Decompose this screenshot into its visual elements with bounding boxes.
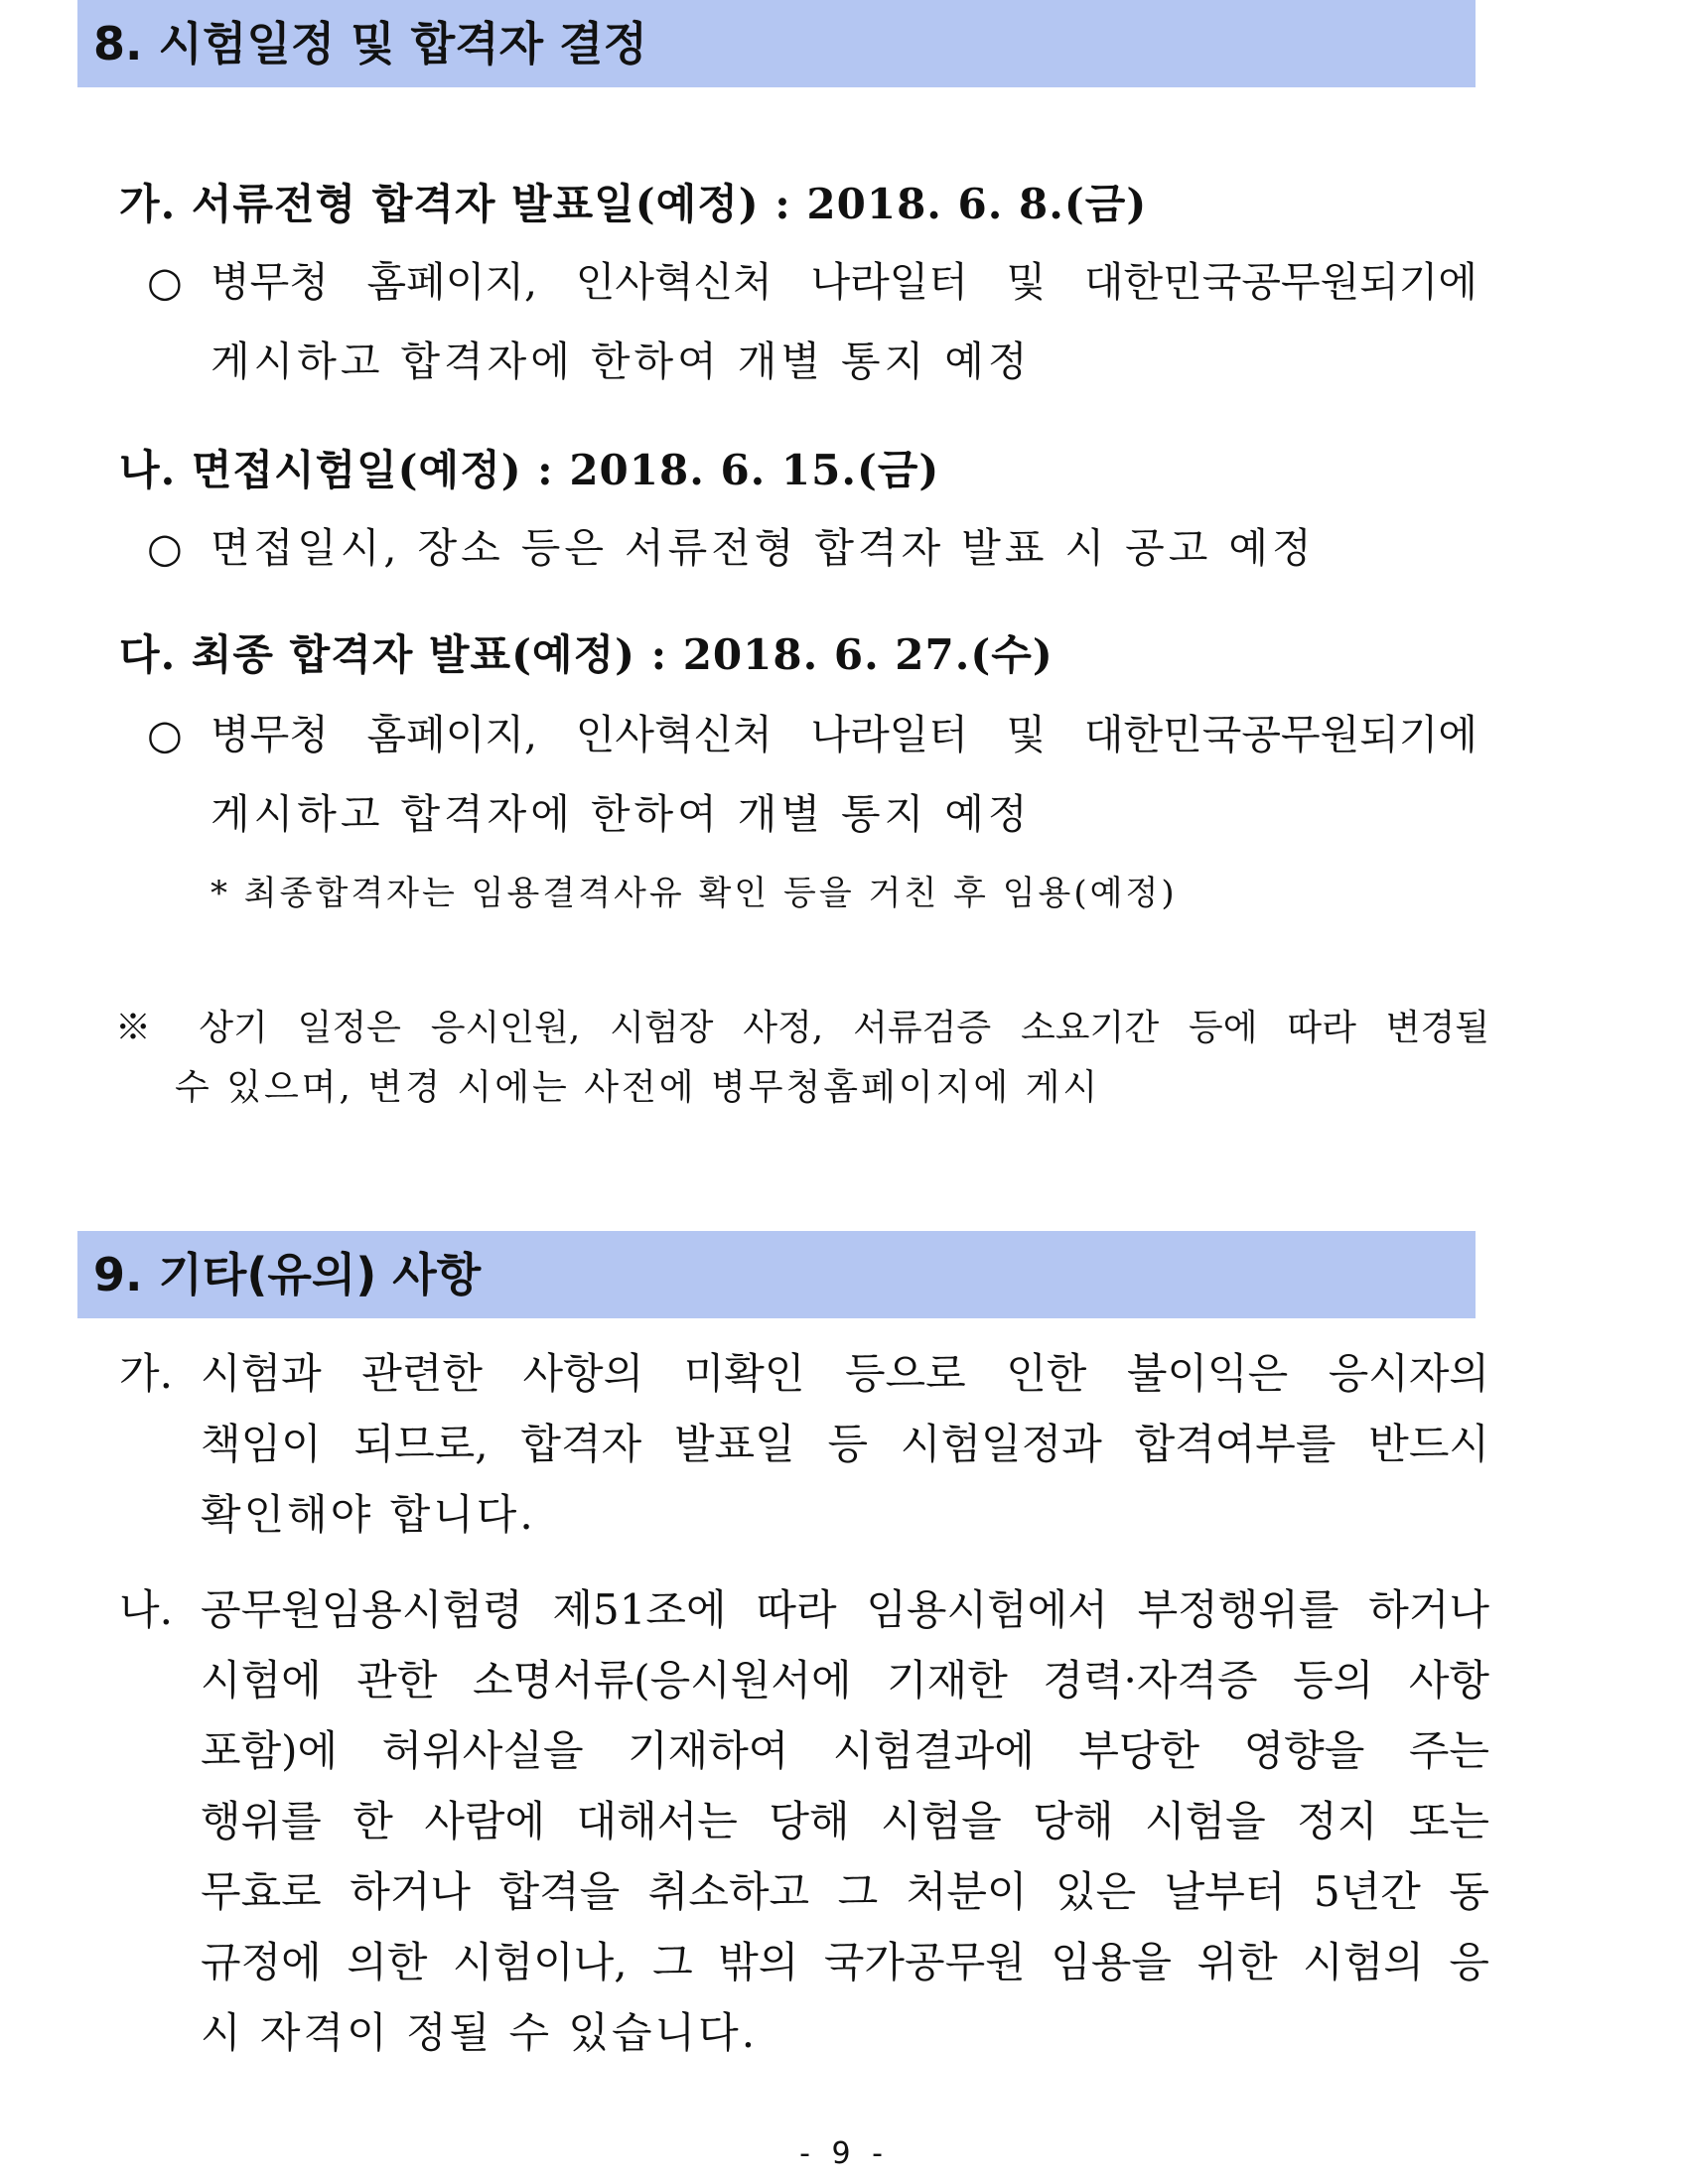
bullet-text: 병무청 홈페이지, 인사혁신처 나라일터 및 대한민국공무원되기에 — [211, 258, 1477, 306]
section-9-header — [77, 1231, 1476, 1318]
notice-paragraph-misconduct — [119, 1574, 1489, 2068]
paragraph-line: 시험에 관한 소명서류(응시원서에 기재한 경력·자격증 등의 사항 — [201, 1656, 1489, 1705]
schedule-item-document-screening-bullet — [147, 242, 1477, 322]
bullet-text: 병무청 홈페이지, 인사혁신처 나라일터 및 대한민국공무원되기에 — [211, 711, 1477, 758]
paragraph-line: 포함)에 허위사실을 기재하여 시험결과에 부당한 영향을 주는 — [201, 1726, 1489, 1775]
section-9-title: 9. 기타(유의) 사항 — [93, 1248, 482, 1301]
paragraph-line: 책임이 되므로, 합격자 발표일 등 시험일정과 합격여부를 반드시 — [201, 1420, 1489, 1468]
paragraph-label: 가. — [119, 1349, 173, 1398]
paragraph-line: 확인해야 합니다. — [201, 1490, 536, 1539]
paragraph-line: 무효로 하거나 합격을 취소하고 그 처분이 있은 날부터 5년간 동 — [201, 1867, 1489, 1916]
bullet-continuation-text: 게시하고 합격자에 한하여 개별 통지 예정 — [211, 338, 1032, 385]
circle-bullet-icon: ○ — [147, 711, 183, 758]
notice-line: ※ 상기 일정은 응시인원, 시험장 사정, 서류검증 소요기간 등에 따라 변경될 — [115, 1008, 1489, 1048]
circle-bullet-icon: ○ — [147, 258, 183, 306]
schedule-item-interview-heading: 나. 면접시험일(예정) : 2018. 6. 15.(금) — [119, 446, 940, 494]
paragraph-line: 시험과 관련한 사항의 미확인 등으로 인한 불이익은 응시자의 — [201, 1349, 1489, 1398]
paragraph-line: 시 자격이 정될 수 있습니다. — [201, 2008, 759, 2057]
section-8-title: 8. 시험일정 및 합격자 결정 — [93, 17, 647, 70]
page-number: - 9 - — [799, 2136, 889, 2171]
notice-paragraph-confirm-results — [119, 1338, 1489, 1550]
final-appointment-footnote: * 최종합격자는 임용결격사유 확인 등을 거친 후 임용(예정) — [211, 874, 1178, 913]
schedule-change-notice — [115, 999, 1489, 1118]
notice-line: 수 있으며, 변경 시에는 사전에 병무청홈페이지에 게시 — [175, 1067, 1101, 1108]
schedule-item-final-announcement-heading: 다. 최종 합격자 발표(예정) : 2018. 6. 27.(수) — [119, 630, 1054, 679]
bullet-continuation-text: 게시하고 합격자에 한하여 개별 통지 예정 — [211, 790, 1032, 838]
section-8-header — [77, 0, 1476, 87]
paragraph-line: 행위를 한 사람에 대해서는 당해 시험을 당해 시험을 정지 또는 — [201, 1797, 1489, 1845]
schedule-item-interview-bullet — [147, 508, 1477, 588]
schedule-item-document-screening-heading: 가. 서류전형 합격자 발표일(예정) : 2018. 6. 8.(금) — [119, 180, 1148, 228]
paragraph-line: 규정에 의한 시험이나, 그 밖의 국가공무원 임용을 위한 시험의 응 — [201, 1938, 1489, 1986]
paragraph-label: 나. — [119, 1585, 173, 1634]
schedule-item-final-announcement-bullet — [147, 695, 1477, 774]
bullet-text: 면접일시, 장소 등은 서류전형 합격자 발표 시 공고 예정 — [211, 524, 1316, 572]
paragraph-line: 공무원임용시험령 제51조에 따라 임용시험에서 부정행위를 하거나 — [201, 1585, 1489, 1634]
circle-bullet-icon: ○ — [147, 524, 187, 572]
